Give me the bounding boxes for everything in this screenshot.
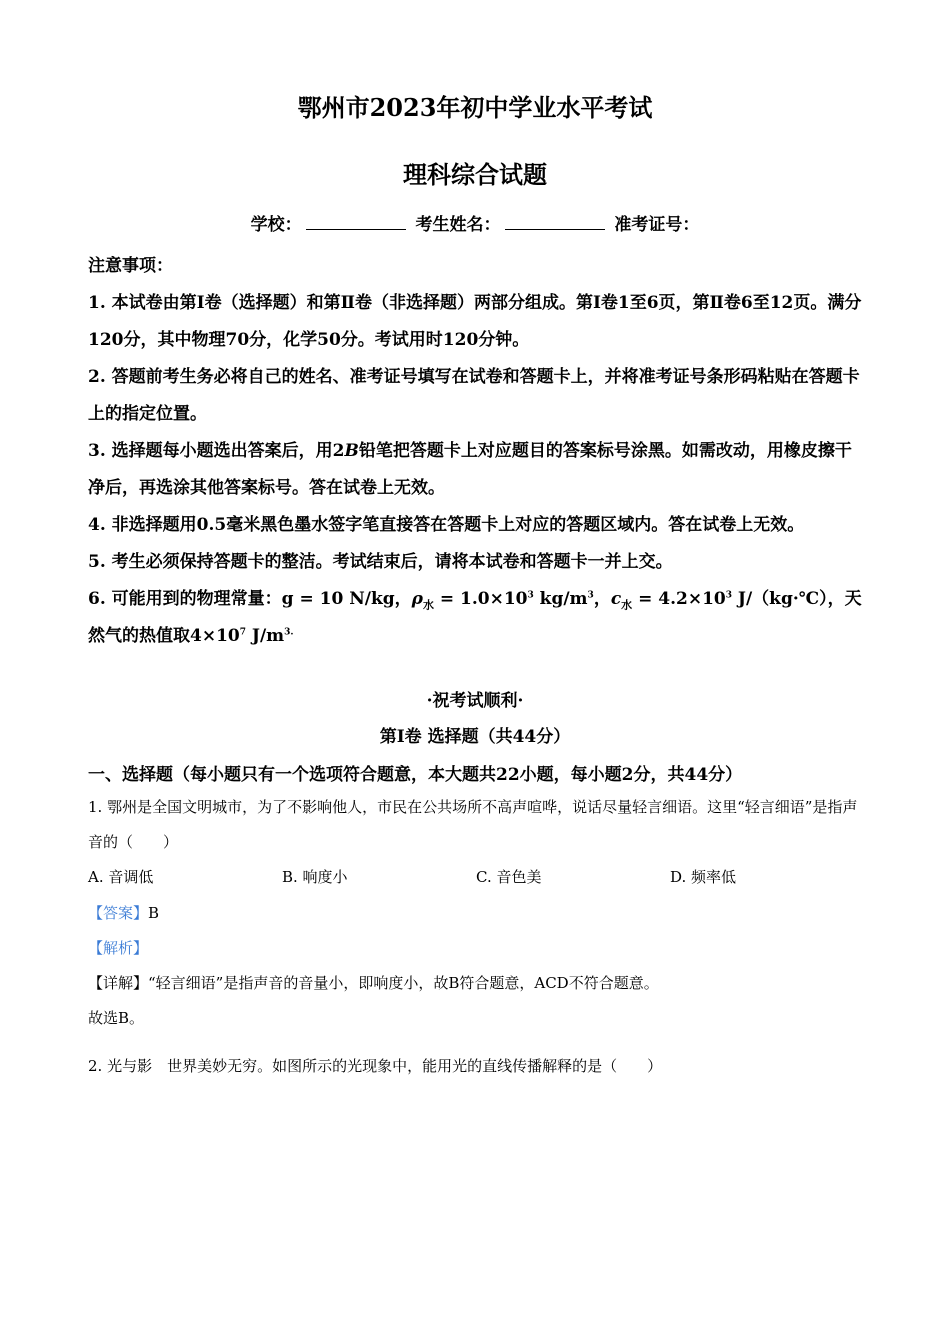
section-heading: 一、选择题（每小题只有一个选项符合题意，本大题共22小题，每小题2分，共44分） bbox=[88, 765, 743, 785]
note-2: 2. 答题前考生务必将自己的姓名、准考证号填写在试卷和答题卡上，并将准考证号条形码粘贴在答题卡上的指定位置。 bbox=[88, 367, 860, 424]
q1-option-a: A. 音调低 bbox=[88, 868, 154, 886]
q2-stem: 2. 光与影 世界美妙无穷。如图所示的光现象中，能用光的直线传播解释的是（ ） bbox=[88, 1057, 663, 1075]
note-3: 3. 选择题每小题选出答案后，用2B铅笔把答题卡上对应题目的答案标号涂黑。如需改动，用橡皮擦干净后，再选涂其他答案标号。答在试卷上无效。 bbox=[88, 441, 852, 498]
q1-detail: 【详解】“轻言细语”是指声音的音量小，即响度小，故B符合题意，ACD不符合题意。 bbox=[88, 974, 659, 992]
student-info-line bbox=[0, 210, 950, 235]
q1-stem: 1. 鄂州是全国文明城市，为了不影响他人，市民在公共场所不高声喧哗，说话尽量轻言细语。这里“轻言细语”是指声音的（ ） bbox=[88, 798, 858, 851]
id-label: 准考证号： bbox=[614, 215, 700, 235]
exam-title: 鄂州市2023年初中学业水平考试 bbox=[297, 93, 653, 122]
name-label: 考生姓名： bbox=[415, 215, 501, 235]
part1-title: 第Ⅰ卷 选择题（共44分） bbox=[379, 727, 571, 747]
q1-option-b: B. 响度小 bbox=[282, 868, 348, 886]
q1-answer bbox=[88, 896, 868, 931]
note-5: 5. 考生必须保持答题卡的整洁。考试结束后，请将本试卷和答题卡一并上交。 bbox=[88, 552, 673, 572]
notes-heading: 注意事项： bbox=[88, 256, 173, 276]
name-blank bbox=[505, 215, 605, 230]
q1-option-d: D. 频率低 bbox=[670, 868, 737, 886]
q1-conclusion: 故选B。 bbox=[88, 1009, 145, 1027]
school-label: 学校： bbox=[250, 215, 302, 235]
school-blank bbox=[306, 215, 406, 230]
exam-subtitle: 理科综合试题 bbox=[403, 160, 547, 189]
wish-line: ·祝考试顺利· bbox=[426, 691, 524, 711]
note-1: 1. 本试卷由第Ⅰ卷（选择题）和第Ⅱ卷（非选择题）两部分组成。第Ⅰ卷1至6页，第Ⅱ卷6至12页。满分120分，其中物理70分，化学50分。考试用时120分钟。 bbox=[88, 293, 862, 350]
answer-value: B bbox=[148, 904, 160, 922]
answer-tag: 【答案】 bbox=[88, 904, 149, 922]
q1-option-c: C. 音色美 bbox=[476, 868, 542, 886]
note-4: 4. 非选择题用0.5毫米黑色墨水签字笔直接答在答题卡上对应的答题区域内。答在试卷上无效。 bbox=[88, 515, 805, 535]
note-6: 6. 可能用到的物理常量：g = 10 N/kg，$\rho_水 = 1.0\times 10^3$ $kg/m^3$，$c_水 = 4.2\times 10^3$ J/（kg·℃），天然气的热值取$4\times 10^7$ $J/m^{3.}$ bbox=[88, 589, 862, 646]
q1-analysis-tag: 【解析】 bbox=[88, 939, 149, 957]
notes-section bbox=[88, 248, 868, 655]
